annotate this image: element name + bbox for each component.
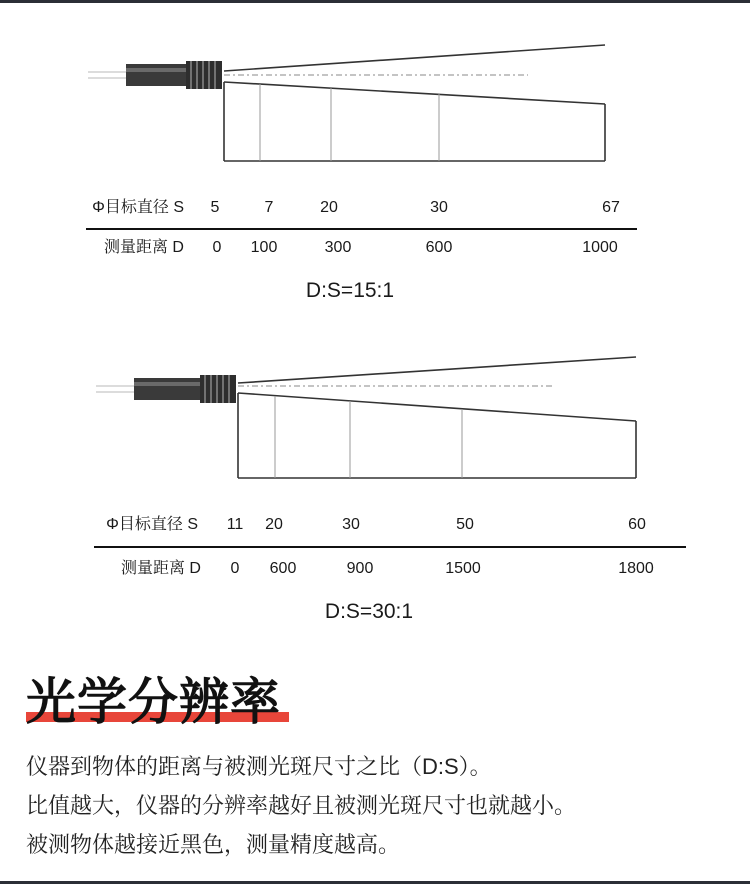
target-value: 20: [265, 516, 283, 533]
target-value: 7: [264, 199, 274, 216]
description-line: 被测物体越接近黑色，测量精度越高。: [26, 832, 401, 857]
sensor-body-highlight: [126, 68, 186, 72]
target-value: 50: [456, 516, 474, 533]
ds-ratio: D:S=15:1: [305, 279, 395, 302]
target-diameter-label: Φ目标直径 S: [106, 516, 198, 533]
sensor-cone-diagram: [0, 0, 750, 320]
diagram-15-1: [0, 0, 750, 320]
distance-value: 100: [250, 239, 278, 256]
section-title: 光学分辨率: [26, 674, 281, 730]
target-value: 30: [430, 199, 448, 216]
description-line: 比值越大，仪器的分辨率越好且被测光斑尺寸也就越小。: [26, 793, 577, 818]
cone-lower-edge: [224, 82, 605, 104]
distance-label: 测量距离 D: [120, 560, 201, 577]
target-value: 60: [628, 516, 646, 533]
target-value: 30: [342, 516, 360, 533]
distance-value: 600: [269, 560, 297, 577]
cone-lower-edge: [238, 393, 636, 421]
target-value: 11: [226, 516, 244, 533]
target-diameter-label: Φ目标直径 S: [92, 199, 184, 216]
distance-value: 300: [324, 239, 352, 256]
distance-value: 0: [230, 560, 240, 577]
distance-value: 900: [346, 560, 374, 577]
distance-value: 1500: [445, 560, 481, 577]
target-value: 20: [320, 199, 338, 216]
diagram-30-1: [0, 320, 750, 640]
distance-value: 0: [212, 239, 222, 256]
sensor-body: [134, 378, 200, 400]
ds-ratio: D:S=30:1: [324, 600, 414, 623]
distance-label: 测量距离 D: [103, 239, 184, 256]
sensor-cone-diagram: [0, 320, 750, 640]
distance-value: 1800: [618, 560, 654, 577]
cone-upper-edge: [224, 45, 605, 71]
sensor-body: [126, 64, 186, 86]
distance-value: 1000: [582, 239, 618, 256]
description-line: 仪器到物体的距离与被测光斑尺寸之比（D:S）。: [26, 754, 492, 779]
cone-upper-edge: [238, 357, 636, 383]
sensor-body-highlight: [134, 382, 200, 386]
distance-value: 600: [425, 239, 453, 256]
target-value: 67: [602, 199, 620, 216]
target-value: 5: [210, 199, 220, 216]
